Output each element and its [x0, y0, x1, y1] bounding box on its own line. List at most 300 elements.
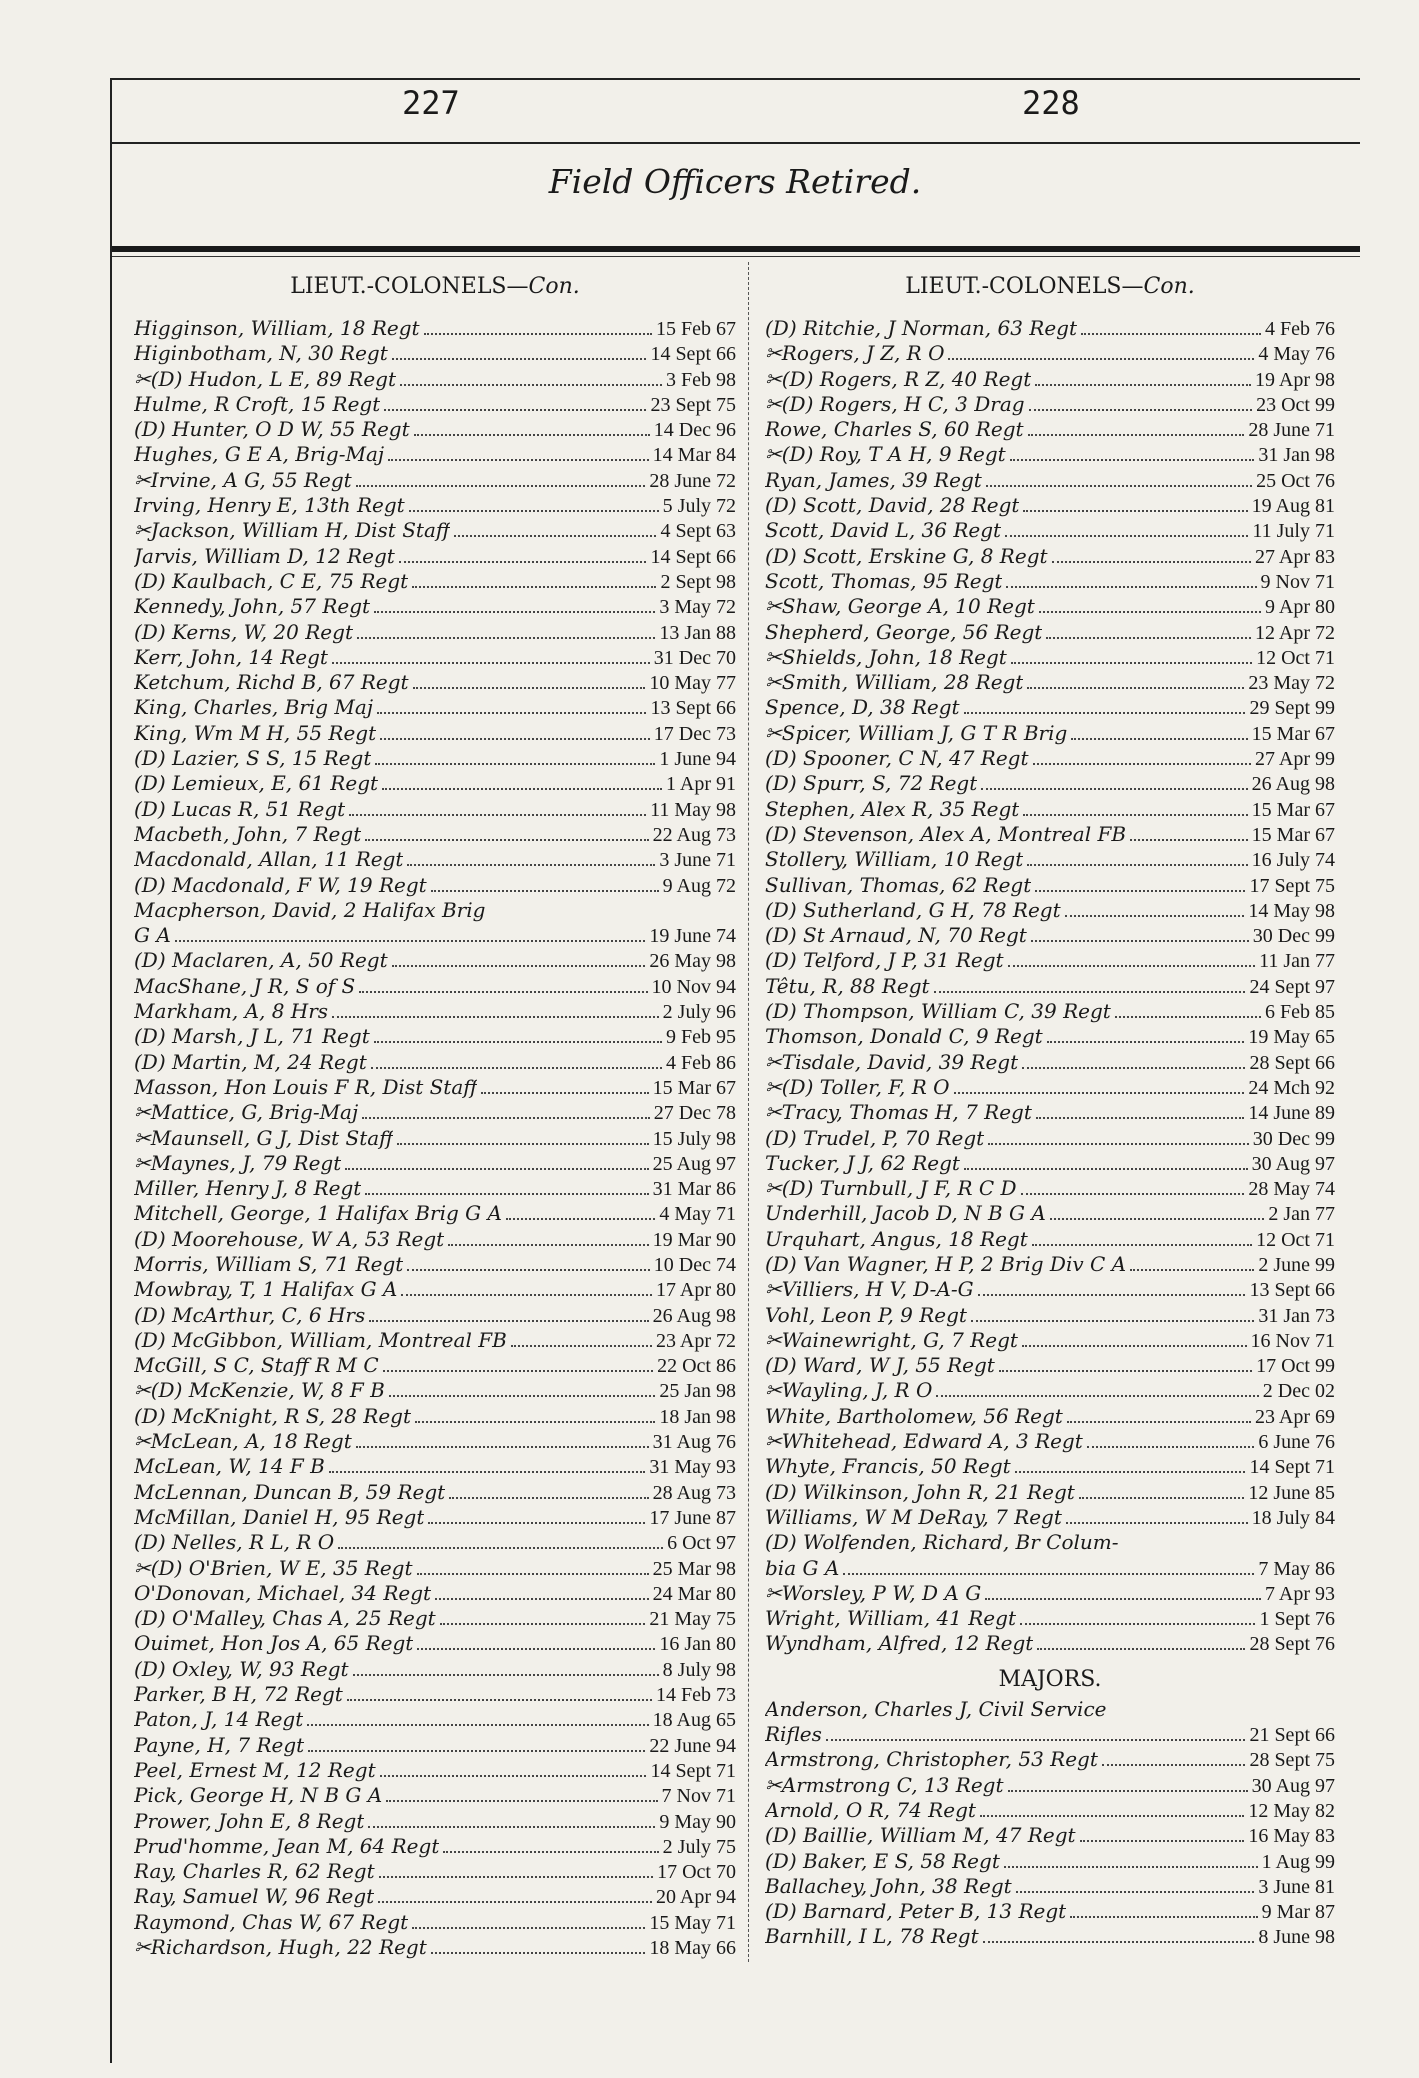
list-item: [765, 923, 1335, 948]
list-item: [134, 392, 736, 417]
entry-date: 19 June 74: [649, 925, 736, 948]
list-item: [765, 1176, 1335, 1201]
list-item: [765, 341, 1335, 366]
dot-leader: [1130, 839, 1248, 841]
dot-leader: [1028, 434, 1245, 436]
list-item: [134, 417, 736, 442]
list-item: [134, 1176, 736, 1201]
entry-date: 30 Dec 99: [1252, 925, 1335, 948]
entry-date: 17 Apr 80: [656, 1279, 736, 1302]
list-item: [134, 746, 736, 771]
dot-leader: [980, 1815, 1244, 1817]
dot-leader: [954, 1092, 1245, 1094]
entry-date: 3 May 72: [659, 596, 736, 619]
entry-date: 18 Aug 65: [652, 1709, 736, 1732]
entry-name: Whyte, Francis, 50 Regt: [765, 1454, 1011, 1479]
entry-name: Morris, William S, 71 Regt: [134, 1251, 404, 1276]
dot-leader: [454, 535, 656, 537]
list-item: [765, 1151, 1335, 1176]
dot-leader: [986, 485, 1252, 487]
entry-name: (D) Macdonald, F W, 19 Regt: [134, 872, 427, 897]
entry-name: ✂Whitehead, Edward A, 3 Regt: [765, 1429, 1083, 1454]
entry-date: 18 Jan 98: [659, 1405, 736, 1428]
list-item: [134, 1809, 736, 1834]
entry-date: 16 Nov 71: [1250, 1329, 1335, 1352]
entry-name: (D) Stevenson, Alex A, Montreal FB: [765, 821, 1127, 846]
dot-leader: [1016, 1891, 1255, 1893]
dot-leader: [440, 1623, 646, 1625]
dot-leader: [357, 637, 655, 639]
entry-name: Scott, David L, 36 Regt: [765, 518, 1002, 543]
dot-leader: [1052, 561, 1251, 563]
list-item: [765, 822, 1335, 847]
list-item: [134, 367, 736, 392]
list-item: [765, 316, 1335, 341]
list-item: [134, 1480, 736, 1505]
entry-date: 25 Jan 98: [659, 1380, 736, 1403]
entry-name: (D) Spurr, S, 72 Regt: [765, 771, 978, 796]
entry-date: 9 Apr 80: [1265, 596, 1335, 619]
list-item: [134, 1303, 736, 1328]
list-item: [134, 1404, 736, 1429]
entry-date: 31 Jan 98: [1258, 444, 1335, 467]
dot-leader: [1027, 687, 1244, 689]
entry-date: 4 Sept 63: [660, 520, 736, 543]
list-item: [134, 1884, 736, 1909]
entry-date: 12 June 85: [1248, 1481, 1335, 1504]
list-item: [765, 1798, 1335, 1823]
dot-leader: [378, 1901, 652, 1903]
majors-entry-list: [765, 1697, 1335, 1950]
list-item: [765, 1581, 1335, 1606]
entry-date: 7 Nov 71: [661, 1785, 736, 1808]
entry-name: (D) Trudel, P, 70 Regt: [765, 1125, 985, 1150]
entry-name: Hulme, R Croft, 15 Regt: [134, 391, 381, 416]
right-heading-text: LIEUT.-COLONELS—: [905, 274, 1144, 299]
list-item: [765, 721, 1335, 746]
entry-name: Hughes, G E A, Brig-Maj: [134, 442, 385, 467]
entry-date: 27 Apr 99: [1255, 748, 1335, 771]
dot-leader: [1046, 637, 1251, 639]
list-item: [134, 1100, 736, 1125]
list-item: [765, 1252, 1335, 1277]
entry-date: 23 Sept 75: [650, 393, 736, 416]
entry-name: (D) St Arnaud, N, 70 Regt: [765, 923, 1027, 948]
dot-leader: [1023, 510, 1247, 512]
header-rule: [110, 142, 1360, 144]
dot-leader: [448, 1244, 648, 1246]
entry-name: ✂McLean, A, 18 Regt: [134, 1429, 352, 1454]
entry-name: (D) Baker, E S, 58 Regt: [765, 1848, 1000, 1873]
entry-date: 26 Aug 98: [1251, 773, 1335, 796]
entry-date: 18 July 84: [1251, 1506, 1335, 1529]
right-entry-list: [765, 316, 1335, 1657]
list-item: [134, 948, 736, 973]
dot-leader: [1029, 409, 1253, 411]
entry-date: 2 Sept 98: [660, 570, 736, 593]
list-item: [765, 746, 1335, 771]
entry-name: (D) McKnight, R S, 28 Regt: [134, 1403, 411, 1428]
entry-date: 30 Dec 99: [1252, 1127, 1335, 1150]
dot-leader: [1021, 1193, 1245, 1195]
dot-leader: [971, 1320, 1254, 1322]
entry-name: ✂Shields, John, 18 Regt: [765, 644, 1007, 669]
entry-date: 19 Aug 81: [1251, 495, 1335, 518]
entry-date: 24 Mar 80: [652, 1582, 736, 1605]
dot-leader: [1032, 1244, 1252, 1246]
entry-name: ✂Irvine, A G, 55 Regt: [134, 467, 352, 492]
dot-leader: [307, 1724, 648, 1726]
entry-name: Jarvis, William D, 12 Regt: [134, 543, 395, 568]
entry-date: 1 Apr 91: [666, 773, 736, 796]
list-item: [134, 1505, 736, 1530]
list-item: [765, 771, 1335, 796]
dot-leader: [1008, 965, 1256, 967]
title-rule-thin: [112, 256, 1360, 257]
entry-name: (D) Ward, W J, 55 Regt: [765, 1353, 995, 1378]
list-item: [134, 1606, 736, 1631]
entry-name: (D) Scott, David, 28 Regt: [765, 493, 1020, 518]
entry-date: 30 Aug 97: [1251, 1774, 1335, 1797]
dot-leader: [1130, 1269, 1254, 1271]
entry-name: (D) Marsh, J L, 71 Regt: [134, 1024, 370, 1049]
entry-name: Scott, Thomas, 95 Regt: [765, 568, 1003, 593]
dot-leader: [1115, 1016, 1261, 1018]
entry-name: Urquhart, Angus, 18 Regt: [765, 1226, 1028, 1251]
list-item: [134, 1556, 736, 1581]
list-item: [765, 1277, 1335, 1302]
list-item: [134, 1227, 736, 1252]
dot-leader: [1039, 611, 1261, 613]
dot-leader: [356, 1446, 649, 1448]
list-item: [765, 1631, 1335, 1656]
entry-date: 23 Oct 99: [1256, 393, 1335, 416]
entry-name: ✂Tisdale, David, 39 Regt: [765, 1049, 1019, 1074]
entry-name: Arnold, O R, 74 Regt: [765, 1797, 976, 1822]
entry-name: (D) Thompson, William C, 39 Regt: [765, 999, 1111, 1024]
dot-leader: [431, 1952, 646, 1954]
entry-date: 25 Oct 76: [1256, 469, 1335, 492]
list-item: [765, 392, 1335, 417]
entry-date: 14 Dec 96: [653, 419, 736, 442]
entry-date: 11 Jan 77: [1259, 950, 1335, 973]
entry-name: ✂(D) McKenzie, W, 8 F B: [134, 1378, 385, 1403]
entry-date: 14 Sept 66: [650, 545, 736, 568]
list-item: [134, 847, 736, 872]
entry-date: 22 June 94: [649, 1734, 736, 1757]
entry-name: Macdonald, Allan, 11 Regt: [134, 847, 404, 872]
list-item: [134, 721, 736, 746]
entry-date: 14 Feb 73: [656, 1684, 736, 1707]
entry-name: Wright, William, 41 Regt: [765, 1606, 1016, 1631]
dot-leader: [1022, 1067, 1245, 1069]
list-item: [134, 1783, 736, 1808]
entry-name: McMillan, Daniel H, 95 Regt: [134, 1504, 425, 1529]
page-number-header: [110, 78, 1360, 138]
dot-leader: [384, 409, 646, 411]
left-entry-list: [134, 316, 736, 1960]
list-item: [134, 1935, 736, 1960]
list-item: [765, 695, 1335, 720]
dot-leader: [347, 1699, 652, 1701]
list-item: [134, 797, 736, 822]
dot-leader: [400, 384, 662, 386]
dot-leader: [407, 1269, 650, 1271]
dot-leader: [1035, 890, 1245, 892]
dot-leader: [934, 991, 1246, 993]
list-item: [765, 1404, 1335, 1429]
dot-leader: [371, 1067, 662, 1069]
entry-date: 11 July 71: [1252, 520, 1335, 543]
entry-date: 31 Jan 73: [1258, 1304, 1335, 1327]
entry-name: ✂Richardson, Hugh, 22 Regt: [134, 1935, 427, 1959]
entry-name: Armstrong, Christopher, 53 Regt: [765, 1747, 1098, 1772]
list-item: [765, 620, 1335, 645]
entry-date: 23 May 72: [1248, 672, 1335, 695]
list-item: [765, 999, 1335, 1024]
entry-date: 5 July 72: [662, 495, 736, 518]
entry-date: 28 Sept 75: [1249, 1749, 1335, 1772]
entry-name: ✂(D) Turnbull, J F, R C D: [765, 1176, 1017, 1201]
entry-name: ✂Wainewright, G, 7 Regt: [765, 1327, 1018, 1352]
dot-leader: [1023, 814, 1247, 816]
entry-date: 13 Sept 66: [650, 697, 736, 720]
entry-name: (D) Nelles, R L, R O: [134, 1530, 335, 1555]
list-item: [134, 493, 736, 518]
entry-date: 25 Mar 98: [652, 1557, 736, 1580]
dot-leader: [353, 1674, 659, 1676]
list-item: [134, 1378, 736, 1403]
entry-name: Prower, John E, 8 Regt: [134, 1808, 365, 1833]
entry-date: 29 Sept 99: [1249, 697, 1335, 720]
entry-date: 21 May 75: [649, 1608, 736, 1631]
dot-leader: [1081, 333, 1261, 335]
entry-name: (D) Kaulbach, C E, 75 Regt: [134, 568, 409, 593]
list-item: [765, 873, 1335, 898]
entry-date: 15 July 98: [652, 1127, 736, 1150]
entry-name: G A: [134, 923, 171, 948]
entry-date: 24 Mch 92: [1248, 1076, 1335, 1099]
entry-date: 9 Nov 71: [1260, 570, 1335, 593]
entry-date: 6 Oct 97: [667, 1532, 736, 1555]
list-item: [134, 1024, 736, 1049]
entry-name: (D) Moorehouse, W A, 53 Regt: [134, 1226, 445, 1251]
list-item: [765, 1454, 1335, 1479]
entry-date: 4 Feb 76: [1265, 318, 1335, 340]
list-item: [134, 771, 736, 796]
list-item: [134, 569, 736, 594]
entry-date: 3 June 71: [659, 849, 736, 872]
list-item: [134, 898, 736, 923]
list-item: [765, 1697, 1335, 1722]
dot-leader: [843, 1573, 1254, 1575]
entry-name: ✂Maunsell, G J, Dist Staff: [134, 1125, 394, 1150]
entry-date: 12 Oct 71: [1256, 646, 1335, 669]
list-item: [134, 1657, 736, 1682]
dot-leader: [1066, 1522, 1248, 1524]
dot-leader: [1080, 1840, 1245, 1842]
entry-name: Prud'homme, Jean M, 64 Regt: [134, 1833, 440, 1858]
dot-leader: [985, 1598, 1261, 1600]
entry-name: (D) Kerns, W, 20 Regt: [134, 619, 353, 644]
entry-name: (D) Barnard, Peter B, 13 Regt: [765, 1899, 1067, 1924]
entry-date: 11 May 98: [650, 798, 736, 821]
dot-leader: [397, 1143, 648, 1145]
dot-leader: [1071, 738, 1247, 740]
dot-leader: [375, 763, 655, 765]
dot-leader: [365, 839, 648, 841]
entry-date: 4 Feb 86: [666, 1051, 736, 1074]
entry-date: 8 June 98: [1258, 1926, 1335, 1949]
entry-name: McLennan, Duncan B, 59 Regt: [134, 1479, 446, 1504]
list-item: [134, 594, 736, 619]
entry-name: Peel, Ernest M, 12 Regt: [134, 1757, 376, 1782]
dot-leader: [407, 864, 655, 866]
entry-name: Ray, Charles R, 62 Regt: [134, 1859, 375, 1884]
list-item: [134, 1733, 736, 1758]
list-item: [134, 1682, 736, 1707]
entry-name: Macbeth, John, 7 Regt: [134, 821, 362, 846]
dot-leader: [345, 1168, 648, 1170]
list-item: [134, 999, 736, 1024]
dot-leader: [964, 1168, 1248, 1170]
dot-leader: [981, 788, 1247, 790]
list-item: [134, 1075, 736, 1100]
dot-leader: [1087, 1446, 1255, 1448]
list-item: [765, 1874, 1335, 1899]
entry-name: McLean, W, 14 F B: [134, 1454, 325, 1479]
right-column-heading: [765, 272, 1335, 302]
entry-name: ✂Villiers, H V, D-A-G: [765, 1277, 974, 1302]
dot-leader: [1004, 1866, 1258, 1868]
dot-leader: [826, 1739, 1246, 1741]
entry-name: King, Wm M H, 55 Regt: [134, 720, 377, 745]
entry-name: Anderson, Charles J, Civil Service: [765, 1696, 1107, 1721]
dot-leader: [1065, 915, 1245, 917]
entry-date: 9 Feb 95: [666, 1026, 736, 1049]
entry-date: 19 Apr 98: [1255, 368, 1335, 391]
entry-name: Markham, A, 8 Hrs: [134, 999, 329, 1024]
entry-name: (D) Martin, M, 24 Regt: [134, 1049, 367, 1074]
dot-leader: [412, 1927, 645, 1929]
entry-name: Ballachey, John, 38 Regt: [765, 1873, 1012, 1898]
entry-date: 28 June 72: [649, 469, 736, 492]
dot-leader: [481, 1092, 648, 1094]
list-item: [765, 974, 1335, 999]
entry-date: 20 Apr 94: [656, 1886, 736, 1909]
entry-date: 15 Mar 67: [1251, 798, 1335, 821]
entry-name: O'Donovan, Michael, 34 Regt: [134, 1580, 432, 1605]
entry-name: Ouimet, Hon Jos A, 65 Regt: [134, 1631, 414, 1656]
entry-name: Higinbotham, N, 30 Regt: [134, 341, 388, 366]
list-item: [134, 1910, 736, 1935]
entry-name: ✂Shaw, George A, 10 Regt: [765, 594, 1035, 619]
dot-leader: [424, 333, 652, 335]
entry-name: Sullivan, Thomas, 62 Regt: [765, 872, 1032, 897]
dot-leader: [175, 940, 646, 942]
list-item: [765, 1227, 1335, 1252]
entry-name: ✂(D) Toller, F, R O: [765, 1074, 950, 1099]
entry-name: MacShane, J R, S of S: [134, 973, 356, 998]
entry-date: 16 May 83: [1248, 1825, 1335, 1848]
title-rule-thick: [112, 246, 1360, 252]
list-item: [134, 670, 736, 695]
entry-date: 8 July 98: [662, 1658, 736, 1681]
entry-date: 15 Feb 67: [656, 318, 736, 340]
entry-date: 15 May 71: [649, 1911, 736, 1934]
list-item: [765, 468, 1335, 493]
entry-date: 28 Sept 76: [1249, 1633, 1335, 1656]
column-divider: [748, 262, 749, 1962]
list-item: [765, 645, 1335, 670]
list-item: [134, 1834, 736, 1859]
entry-name: Masson, Hon Louis F R, Dist Staff: [134, 1074, 478, 1099]
list-item: [134, 468, 736, 493]
entry-date: 14 May 98: [1248, 899, 1335, 922]
entry-name: (D) Wilkinson, John R, 21 Regt: [765, 1479, 1075, 1504]
entry-date: 30 Aug 97: [1251, 1152, 1335, 1175]
entry-date: 17 June 87: [649, 1506, 736, 1529]
dot-leader: [431, 890, 659, 892]
dot-leader: [511, 1345, 652, 1347]
dot-leader: [380, 738, 650, 740]
dot-leader: [1006, 586, 1256, 588]
dot-leader: [1070, 1916, 1257, 1918]
dot-leader: [1067, 1421, 1251, 1423]
entry-name: (D) Hunter, O D W, 55 Regt: [134, 417, 410, 442]
entry-date: 25 Aug 97: [652, 1152, 736, 1175]
entry-date: 14 June 89: [1248, 1102, 1335, 1125]
list-item: [765, 1480, 1335, 1505]
entry-date: 7 May 86: [1258, 1557, 1335, 1580]
entry-date: 2 Jan 77: [1268, 1203, 1335, 1226]
list-item: [134, 1707, 736, 1732]
entry-date: 10 Nov 94: [651, 975, 736, 998]
list-item: [134, 645, 736, 670]
list-item: [134, 873, 736, 898]
dot-leader: [936, 1395, 1258, 1397]
entry-name: bia G A: [765, 1555, 840, 1580]
list-item: [134, 923, 736, 948]
entry-date: 9 Mar 87: [1261, 1901, 1335, 1924]
dot-leader: [415, 1421, 655, 1423]
entry-date: 15 Mar 67: [652, 1076, 736, 1099]
entry-name: (D) McArthur, C, 6 Hrs: [134, 1302, 366, 1327]
dot-leader: [1031, 940, 1249, 942]
dot-leader: [388, 459, 649, 461]
dot-leader: [386, 1800, 657, 1802]
entry-date: 19 May 65: [1248, 1026, 1335, 1049]
entry-date: 18 May 66: [649, 1937, 736, 1959]
dot-leader: [329, 1471, 645, 1473]
entry-date: 22 Aug 73: [652, 823, 736, 846]
dot-leader: [1037, 1648, 1245, 1650]
entry-date: 28 June 71: [1248, 419, 1335, 442]
entry-name: Paton, J, 14 Regt: [134, 1707, 304, 1732]
list-item: [134, 974, 736, 999]
entry-date: 4 May 76: [1258, 343, 1335, 366]
list-item: [765, 1823, 1335, 1848]
entry-name: (D) Baillie, William M, 47 Regt: [765, 1823, 1076, 1848]
list-item: [134, 1758, 736, 1783]
list-item: [765, 1722, 1335, 1747]
list-item: [134, 1581, 736, 1606]
dot-leader: [409, 510, 659, 512]
list-item: [765, 1924, 1335, 1949]
entry-date: 21 Sept 66: [1249, 1724, 1335, 1747]
list-item: [765, 442, 1335, 467]
entry-name: (D) O'Malley, Chas A, 25 Regt: [134, 1606, 436, 1631]
